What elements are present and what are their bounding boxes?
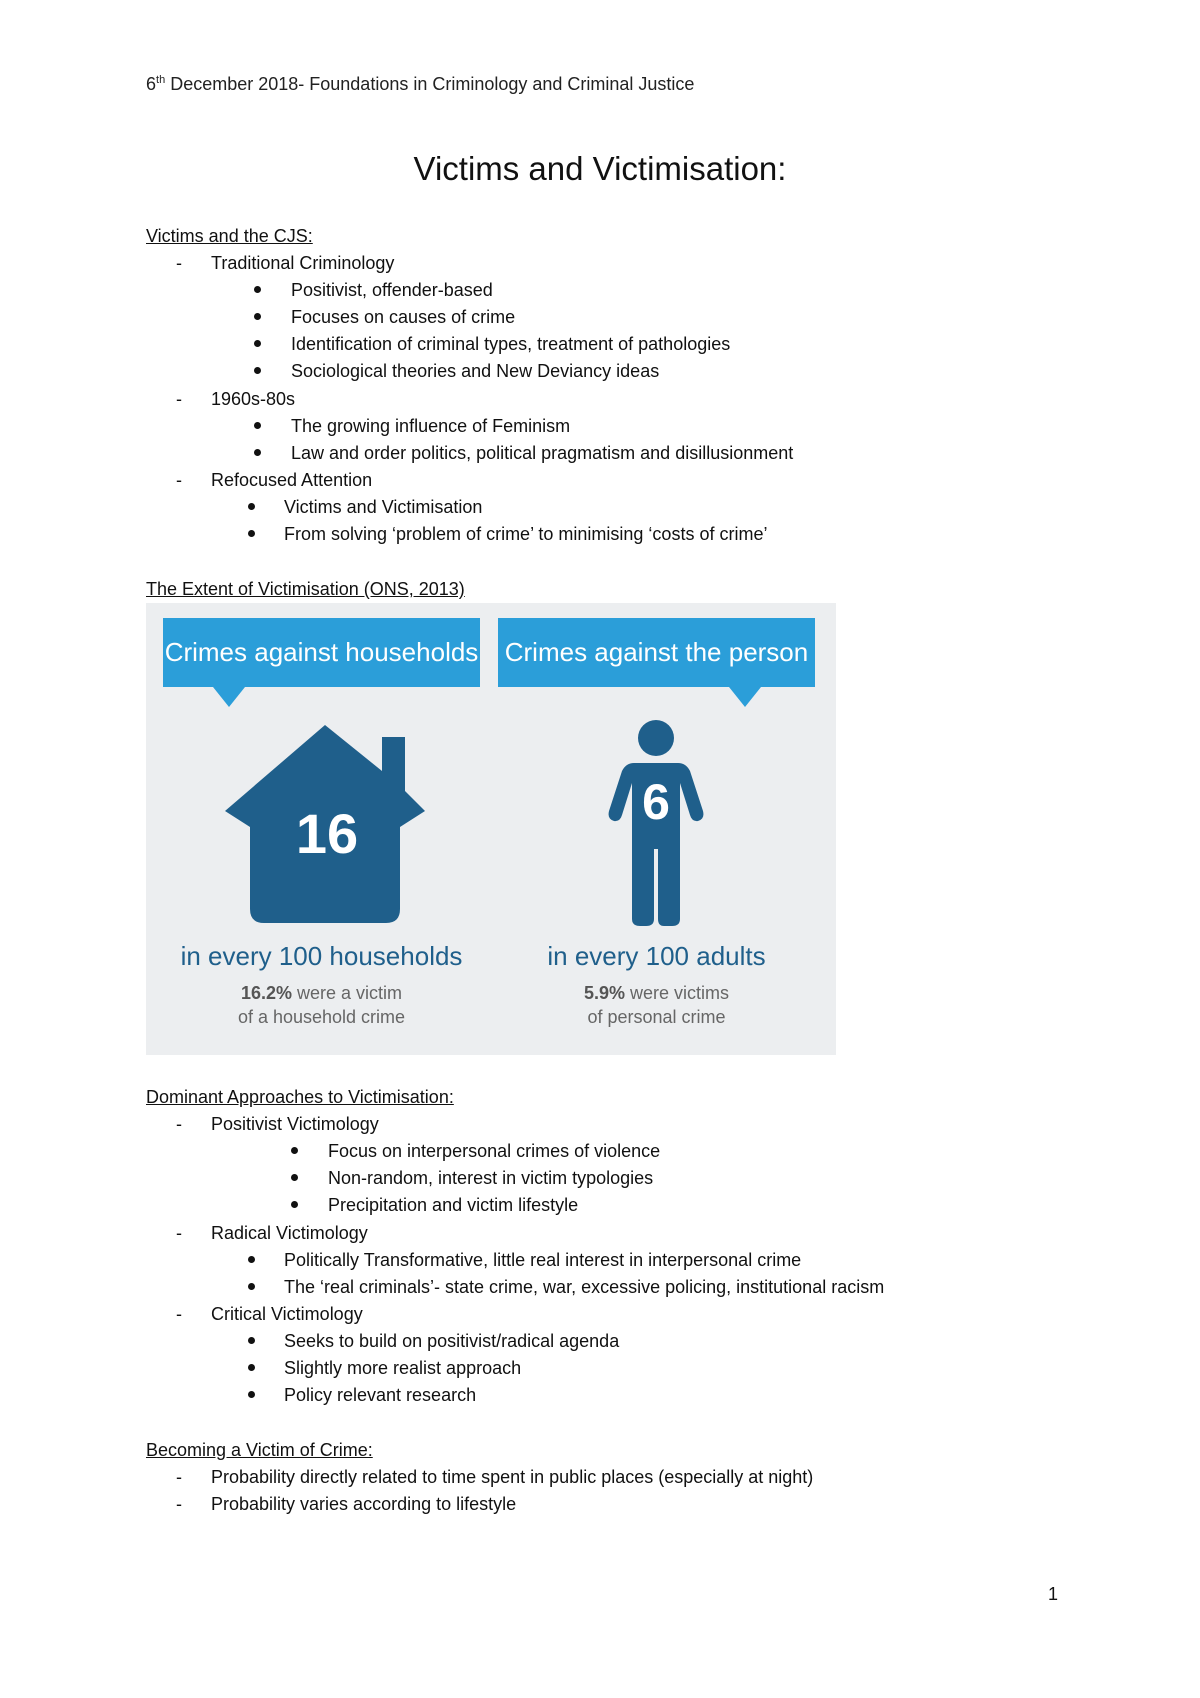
page-title: Victims and Victimisation: [413,150,787,187]
list-item: Focus on interpersonal crimes of violence [328,1141,661,1161]
list-item: Identification of criminal types, treatment of pathologies [291,334,731,354]
list-item: Non-random, interest in victim typologies [328,1168,654,1188]
list-item: Policy relevant research [284,1385,477,1405]
dash-marker: - [176,253,182,273]
list-item: Slightly more realist approach [284,1358,522,1378]
households-caption: in every 100 households [180,941,463,971]
bullet-marker [291,1201,298,1208]
adults-detail-text: were victims [625,983,730,1003]
list-item: The ‘real criminals’- state crime, war, excessive policing, institutional racism [284,1277,885,1297]
heading-victims-cjs: Victims and the CJS: [146,226,313,246]
page-header [146,74,694,95]
bullet-marker [254,313,261,320]
person-number: 6 [642,774,670,830]
dash-marker: - [176,1223,182,1243]
list-group-label: Refocused Attention [211,470,373,490]
bullet-marker [254,449,261,456]
bullet-marker [254,422,261,429]
dash-marker: - [176,1494,182,1514]
list-item: Victims and Victimisation [284,497,483,517]
list-item: Seeks to build on positivist/radical agenda [284,1331,620,1351]
adults-detail [498,981,815,1029]
households-detail-pct: 16.2% [240,983,292,1003]
adults-detail-line2: of personal crime [587,1007,726,1027]
header-day: 6 [146,74,157,94]
dash-marker: - [176,1467,182,1487]
header-text: December 2018- Foundations in Criminology and Criminal Justice [165,74,695,94]
person-label: Crimes against the person [498,618,815,687]
bullet-marker [248,530,255,537]
victimisation-infographic [146,603,836,1055]
dash-marker: - [176,389,182,409]
bullet-marker [291,1147,298,1154]
list-item: Politically Transformative, little real interest in interpersonal crime [284,1250,802,1270]
bullet-marker [248,1256,255,1263]
list-group-label: Critical Victimology [211,1304,363,1324]
list-group-label: Radical Victimology [211,1223,368,1243]
page-number: 1 [1048,1584,1059,1604]
bullet-marker [291,1174,298,1181]
households-detail-text: were a victim [292,983,403,1003]
heading-extent-victimisation: The Extent of Victimisation (ONS, 2013) [146,579,465,599]
households-detail-line2: of a household crime [237,1007,406,1027]
bullet-marker [248,1391,255,1398]
bullet-marker [248,1337,255,1344]
dash-marker: - [176,470,182,490]
households-detail [163,981,480,1029]
bullet-marker [254,367,261,374]
list-group-label: Traditional Criminology [211,253,395,273]
list-item: From solving ‘problem of crime’ to minimising ‘costs of crime’ [284,524,768,544]
bullet-marker [254,340,261,347]
list-item: Law and order politics, political pragmatism and disillusionment [291,443,794,463]
bullet-marker [248,1283,255,1290]
households-label: Crimes against households [163,618,480,687]
list-item: The growing influence of Feminism [291,416,571,436]
list-item: Probability directly related to time spent in public places (especially at night) [211,1467,814,1487]
person-label-pointer [729,687,761,707]
heading-dominant-approaches: Dominant Approaches to Victimisation: [146,1087,454,1107]
list-item: Focuses on causes of crime [291,307,516,327]
bullet-marker [248,1364,255,1371]
dash-marker: - [176,1304,182,1324]
list-item: Precipitation and victim lifestyle [328,1195,579,1215]
list-group-label: 1960s-80s [211,389,296,409]
adults-detail-pct: 5.9% [583,983,625,1003]
list-item: Probability varies according to lifestyle [211,1494,517,1514]
bullet-marker [254,286,261,293]
households-label-pointer [213,687,245,707]
heading-becoming-victim: Becoming a Victim of Crime: [146,1440,373,1460]
households-number: 16 [295,802,359,865]
adults-caption: in every 100 adults [547,941,766,971]
list-group-label: Positivist Victimology [211,1114,379,1134]
list-item: Sociological theories and New Deviancy ideas [291,361,660,381]
header-day-suffix: th [156,74,166,86]
bullet-marker [248,503,255,510]
dash-marker: - [176,1114,182,1134]
list-item: Positivist, offender-based [291,280,493,300]
